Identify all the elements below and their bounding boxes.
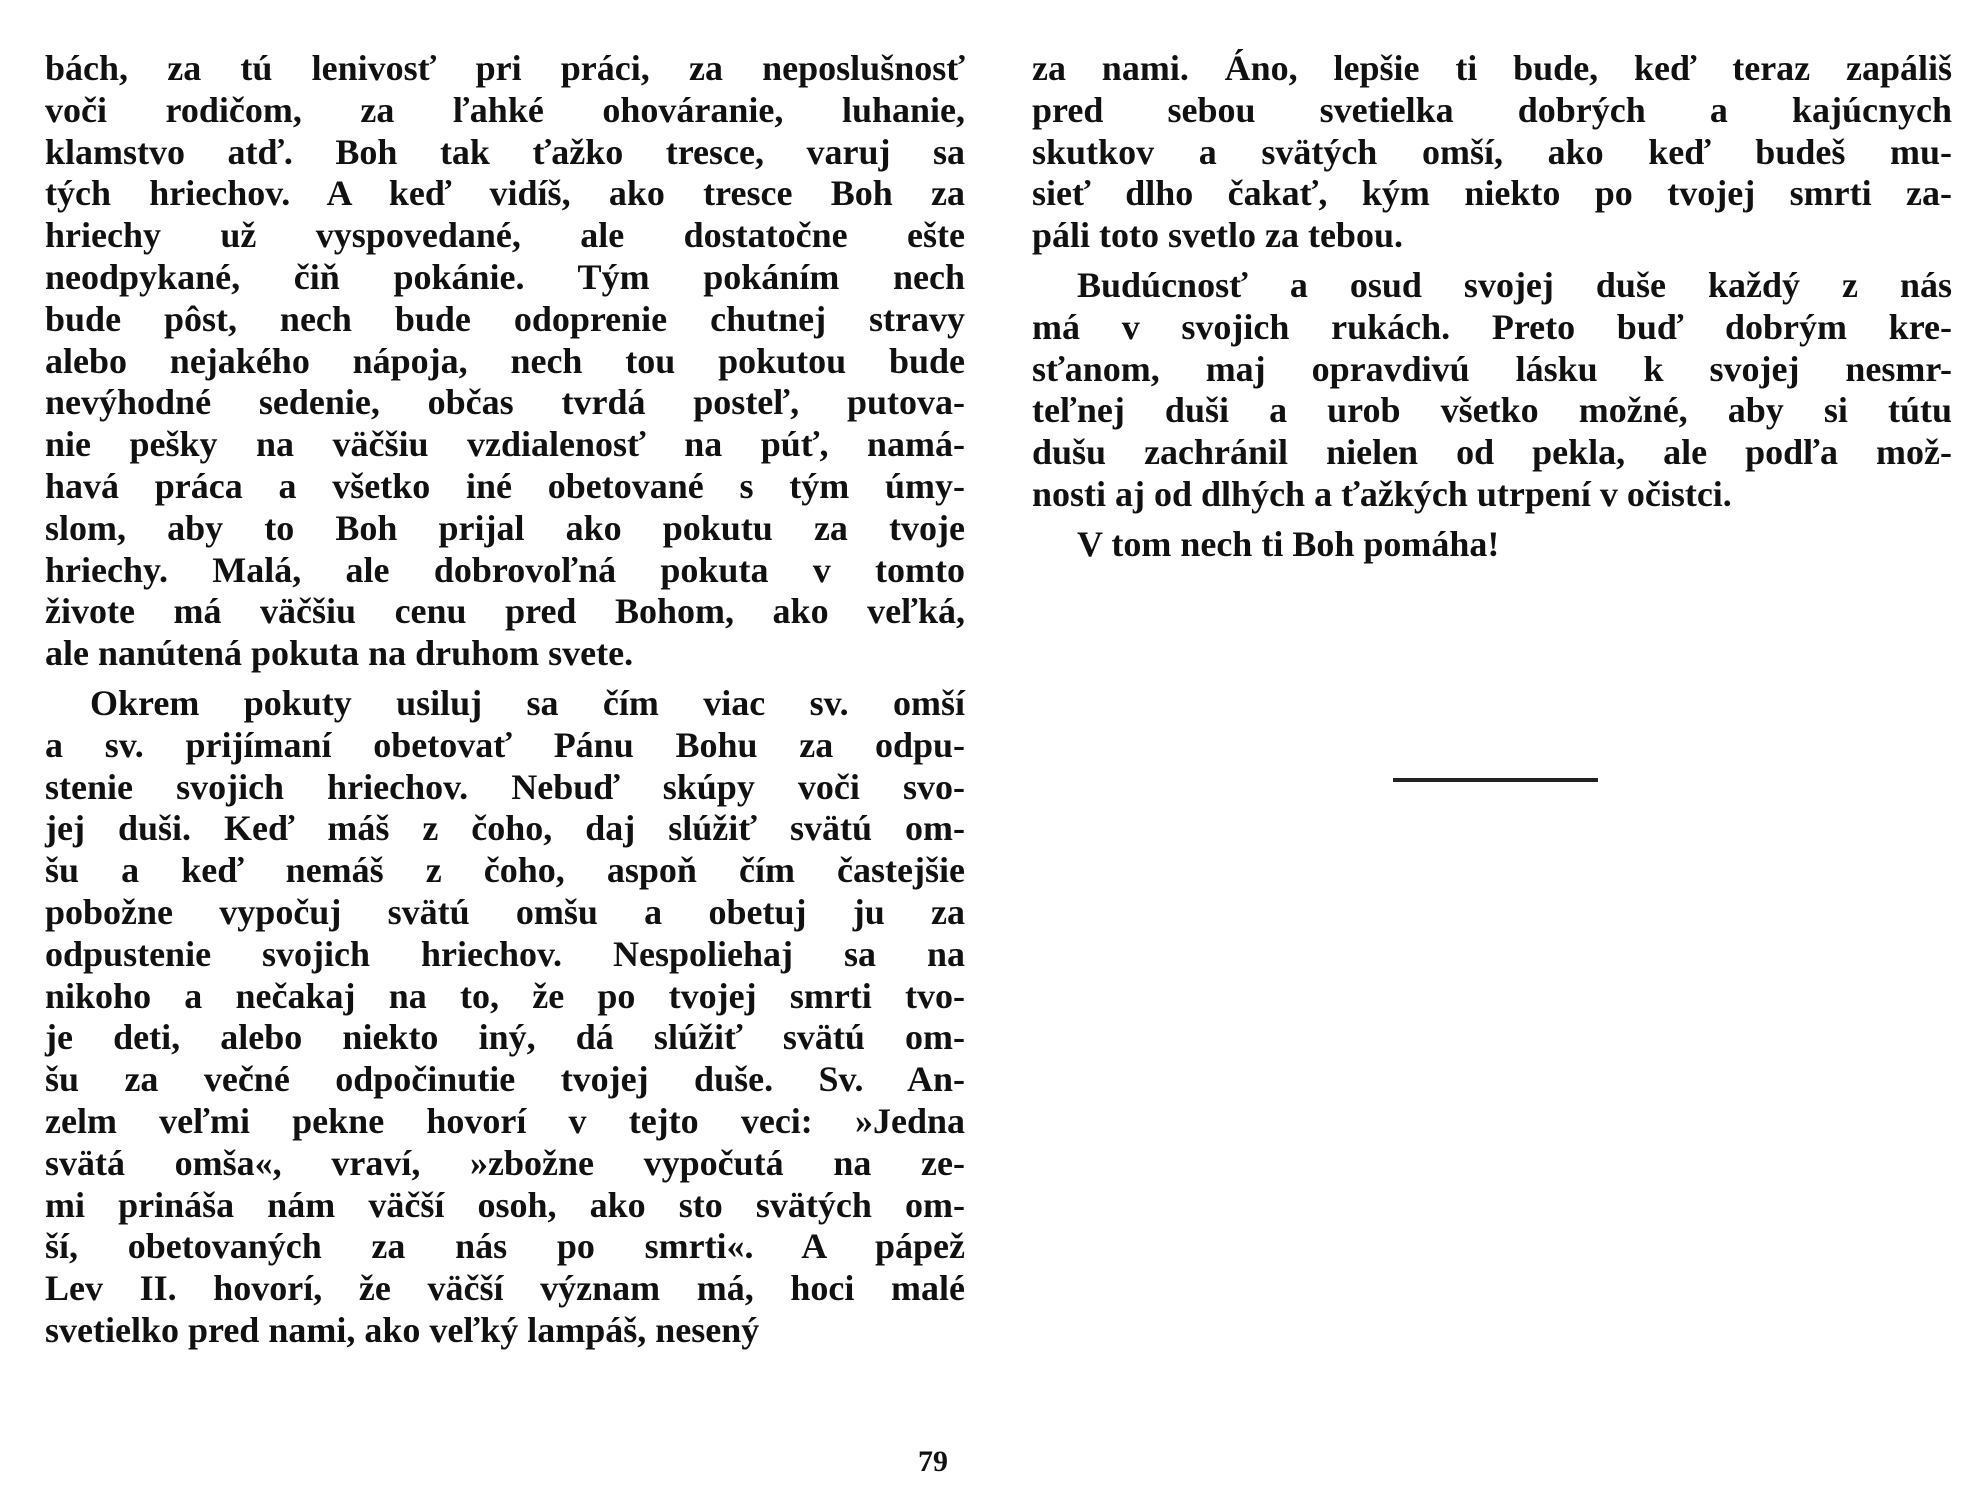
paragraph	[1032, 265, 1952, 516]
text-line: svätá omša«, vraví, »zbožne vypočutá na ze-	[45, 1142, 965, 1183]
text-line: pred sebou svetielka dobrých a kajúcnych	[1032, 89, 1952, 130]
right-text-column	[1032, 48, 1952, 566]
text-line: páli toto svetlo za tebou.	[1032, 215, 1403, 256]
text-line: neodpykané, čiň pokánie. Tým pokáním nech	[45, 256, 965, 297]
paragraph	[45, 683, 965, 1352]
text-line: sťanom, maj opravdivú lásku k svojej nesmr-	[1032, 348, 1952, 389]
text-line: má v svojich rukách. Preto buď dobrým kre-	[1032, 306, 1952, 347]
text-line: Budúcnosť a osud svojej duše každý z nás	[1077, 264, 1952, 305]
paragraph	[45, 48, 965, 675]
text-line: pobožne vypočuj svätú omšu a obetuj ju za	[45, 891, 965, 932]
text-line: jej duši. Keď máš z čoho, daj slúžiť svätú om-	[45, 808, 965, 849]
paragraph	[1032, 48, 1952, 257]
text-line: ší, obetovaných za nás po smrti«. A pápež	[45, 1226, 965, 1267]
text-line: živote má väčšiu cenu pred Bohom, ako veľká,	[45, 591, 965, 632]
text-line: mi prináša nám väčší osoh, ako sto svätých om-	[45, 1184, 965, 1225]
text-line: V tom nech ti Boh pomáha!	[1077, 523, 1500, 564]
text-line: havá práca a všetko iné obetované s tým úmy-	[45, 465, 965, 506]
text-line: voči rodičom, za ľahké ohováranie, luhanie,	[45, 89, 965, 130]
text-line: teľnej duši a urob všetko možné, aby si tútu	[1032, 390, 1952, 431]
text-line: ale nanútená pokuta na druhom svete.	[45, 633, 634, 674]
text-line: hriechy. Malá, ale dobrovoľná pokuta v tomto	[45, 549, 965, 590]
text-line: odpustenie svojich hriechov. Nespoliehaj sa na	[45, 933, 965, 974]
text-line: klamstvo atď. Boh tak ťažko tresce, varuj sa	[45, 131, 965, 172]
text-line: šu za večné odpočinutie tvojej duše. Sv. An-	[45, 1059, 965, 1100]
text-line: bách, za tú lenivosť pri práci, za neposlušnosť	[45, 48, 965, 88]
text-line: a sv. prijímaní obetovať Pánu Bohu za odpu-	[45, 724, 965, 765]
text-line: slom, aby to Boh prijal ako pokutu za tvoje	[45, 507, 965, 548]
left-text-column	[45, 48, 965, 1352]
text-line: nie pešky na väčšiu vzdialenosť na púť, namá-	[45, 424, 965, 465]
text-line: nikoho a nečakaj na to, že po tvojej smrti tvo-	[45, 975, 965, 1016]
text-line: sieť dlho čakať, kým niekto po tvojej smrti za-	[1032, 173, 1952, 214]
text-line: skutkov a svätých omší, ako keď budeš mu-	[1032, 131, 1952, 172]
text-line: dušu zachránil nielen od pekla, ale podľa mož-	[1032, 432, 1952, 473]
text-line: nevýhodné sedenie, občas tvrdá posteľ, putova-	[45, 382, 965, 423]
section-end-rule	[1393, 778, 1598, 782]
text-line: tých hriechov. A keď vidíš, ako tresce Boh za	[45, 173, 965, 214]
text-line: nosti aj od dlhých a ťažkých utrpení v očistci.	[1032, 473, 1732, 514]
text-line: zelm veľmi pekne hovorí v tejto veci: »Jedna	[45, 1100, 965, 1141]
text-line: stenie svojich hriechov. Nebuď skúpy voči svo-	[45, 766, 965, 807]
text-line: je deti, alebo niekto iný, dá slúžiť svätú om-	[45, 1017, 965, 1058]
text-line: Okrem pokuty usiluj sa čím viac sv. omší	[90, 682, 965, 723]
text-line: bude pôst, nech bude odoprenie chutnej stravy	[45, 298, 965, 339]
text-line: hriechy už vyspovedané, ale dostatočne ešte	[45, 215, 965, 256]
paragraph	[1032, 524, 1952, 566]
text-line: za nami. Áno, lepšie ti bude, keď teraz zapáliš	[1032, 48, 1952, 88]
text-line: alebo nejakého nápoja, nech tou pokutou bude	[45, 340, 965, 381]
text-line: šu a keď nemáš z čoho, aspoň čím častejšie	[45, 850, 965, 891]
page-number: 79	[918, 1445, 948, 1478]
text-line: Lev II. hovorí, že väčší význam má, hoci malé	[45, 1268, 965, 1309]
text-line: svetielko pred nami, ako veľký lampáš, nesený	[45, 1309, 760, 1350]
